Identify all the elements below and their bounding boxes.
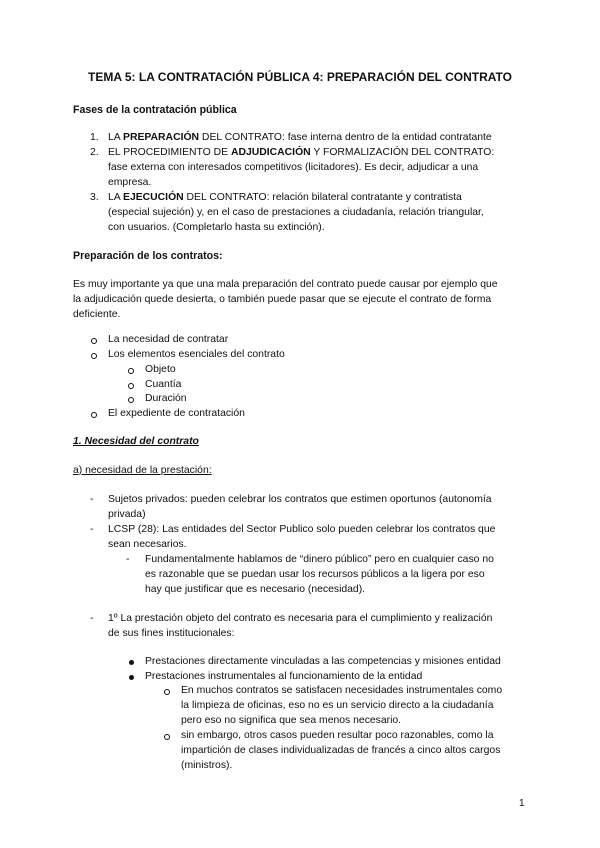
circle-bullet-icon xyxy=(164,689,170,695)
fases-item-3-line2: (especial sujeción) y, en el caso de prestaciones a ciudadanía, relación triangular, xyxy=(108,207,484,218)
necesidad-d2sub-line3: hay que justificar que es necesario (necesidad). xyxy=(145,584,366,595)
dash-bullet: - xyxy=(90,494,94,505)
necesidad-subheading: a) necesidad de la prestación: xyxy=(73,465,212,476)
fases-item-2-line2: fase externa con interesados competitivos (licitadores). Es decir, adjudicar a una xyxy=(108,162,479,173)
preparacion-sublist-item: Duración xyxy=(145,393,187,404)
circle-bullet-icon xyxy=(128,397,134,403)
fases-item-3-line3: con usuarios. (Completarlo hasta su extinción). xyxy=(108,222,325,233)
fases-item-1-num: 1. xyxy=(90,132,99,143)
preparacion-sublist-item: Objeto xyxy=(145,364,176,375)
preparacion-para-line1: Es muy importante ya que una mala preparación del contrato puede causar por ejemplo que xyxy=(73,279,498,290)
preparacion-sublist-item: Cuantía xyxy=(145,379,182,390)
fases-item-3-num: 3. xyxy=(90,192,99,203)
necesidad-sub1-line2: la limpieza de oficinas, eso no es un servicio directo a la ciudadanía xyxy=(181,700,494,711)
necesidad-sub1-line1: En muchos contratos se satisfacen necesidades instrumentales como xyxy=(181,685,503,696)
fases-item-3: LA EJECUCIÓN DEL CONTRATO: relación bilateral contratante y contratista xyxy=(108,192,462,203)
preparacion-heading: Preparación de los contratos: xyxy=(73,250,223,262)
fases-item-2-line3: empresa. xyxy=(108,177,152,188)
fases-item-2-num: 2. xyxy=(90,147,99,158)
necesidad-dot-item: Prestaciones directamente vinculadas a las competencias y misiones entidad xyxy=(145,656,501,667)
preparacion-list-item: Los elementos esenciales del contrato xyxy=(108,349,285,360)
necesidad-d2-line2: sean necesarios. xyxy=(108,539,187,550)
dash-bullet: - xyxy=(126,554,130,565)
fases-heading: Fases de la contratación pública xyxy=(73,104,237,116)
necesidad-sub2-line2: impartición de clases individualizadas de francés a cinco altos cargos xyxy=(181,745,501,756)
necesidad-dot-item: Prestaciones instrumentales al funcionamiento de la entidad xyxy=(145,671,423,682)
page-title: TEMA 5: LA CONTRATACIÓN PÚBLICA 4: PREPARACIÓN DEL CONTRATO xyxy=(88,70,512,84)
circle-bullet-icon xyxy=(128,368,134,374)
circle-bullet-icon xyxy=(164,734,170,740)
circle-bullet-icon xyxy=(128,383,134,389)
necesidad-d1-line2: privada) xyxy=(108,509,146,520)
necesidad-d2sub-line2: es razonable que se puedan usar los recursos públicos a la ligera por eso xyxy=(145,569,485,580)
circle-bullet-icon xyxy=(91,412,97,418)
dot-bullet-icon xyxy=(129,675,134,680)
preparacion-para-line3: deficiente. xyxy=(73,309,121,320)
preparacion-list-item: El expediente de contratación xyxy=(108,408,245,419)
circle-bullet-icon xyxy=(91,338,97,344)
necesidad-d2sub-line1: Fundamentalmente hablamos de “dinero público” pero en cualquier caso no xyxy=(145,554,494,565)
necesidad-d2-line1: LCSP (28): Las entidades del Sector Publico solo pueden celebrar los contratos que xyxy=(108,524,496,535)
necesidad-d3-line1: 1º La prestación objeto del contrato es necesaria para el cumplimiento y realización xyxy=(108,613,493,624)
dot-bullet-icon xyxy=(129,660,134,665)
page-number: 1 xyxy=(519,798,525,809)
preparacion-para-line2: la adjudicación quede desierta, o también puede pasar que se ejecute el contrato de forma xyxy=(73,294,492,305)
necesidad-sub1-line3: pero eso no significa que sea menos necesario. xyxy=(181,715,402,726)
circle-bullet-icon xyxy=(91,353,97,359)
necesidad-heading: 1. Necesidad del contrato xyxy=(73,436,199,447)
necesidad-d1-line1: Sujetos privados: pueden celebrar los contratos que estimen oportunos (autonomía xyxy=(108,494,492,505)
preparacion-list-item: La necesidad de contratar xyxy=(108,334,229,345)
fases-item-1: LA PREPARACIÓN DEL CONTRATO: fase interna dentro de la entidad contratante xyxy=(108,132,492,143)
dash-bullet: - xyxy=(90,524,94,535)
necesidad-sub2-line3: (ministros). xyxy=(181,760,233,771)
necesidad-d3-line2: de sus fines institucionales: xyxy=(108,628,235,639)
dash-bullet: - xyxy=(90,613,94,624)
fases-item-2: EL PROCEDIMIENTO DE ADJUDICACIÓN Y FORMALIZACIÓN DEL CONTRATO: xyxy=(108,147,495,158)
necesidad-sub2-line1: sin embargo, otros casos pueden resultar poco razonables, como la xyxy=(181,730,494,741)
